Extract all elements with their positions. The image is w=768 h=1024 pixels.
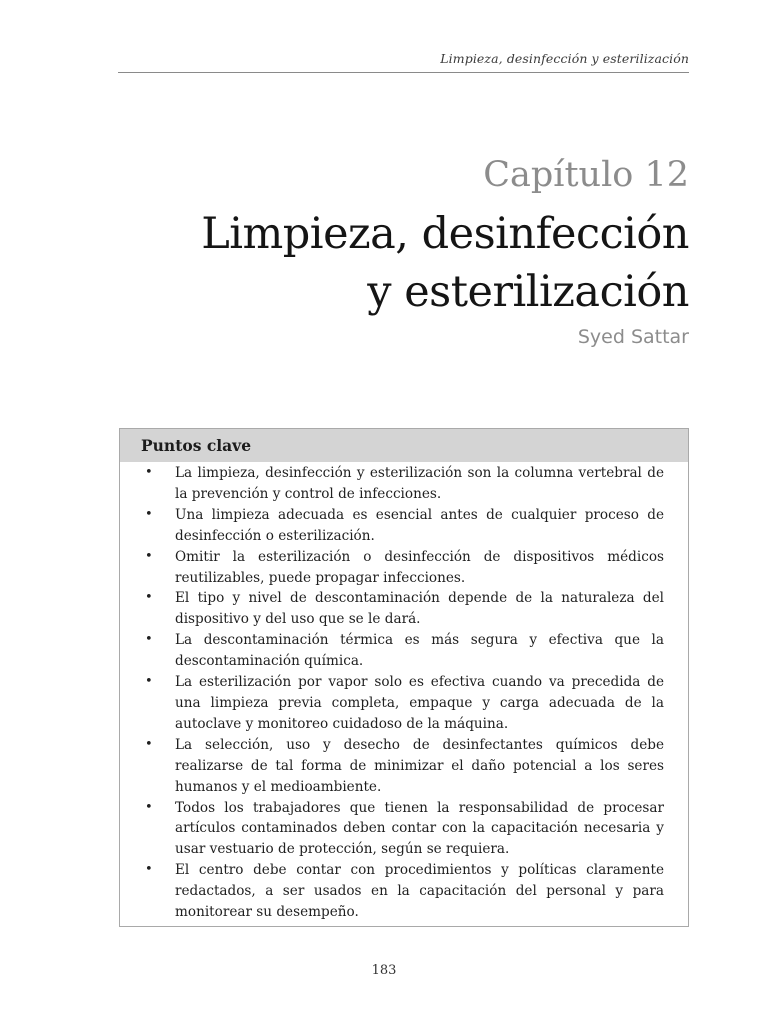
- bullet-icon: •: [145, 465, 153, 480]
- key-points-heading: Puntos clave: [120, 429, 688, 462]
- header-rule: [118, 72, 689, 73]
- bullet-icon: •: [145, 548, 153, 564]
- key-point-item: [142, 547, 664, 589]
- running-header: Limpieza, desinfección y esterilización: [440, 51, 689, 66]
- bullet-icon: •: [145, 590, 153, 606]
- key-point-text: Omitir la esterilización o desinfección de dispositivos médicos reutilizables, puede propagar infecciones.: [175, 548, 664, 586]
- key-point-item: [142, 505, 664, 547]
- key-point-text: La descontaminación térmica es más segura y efectiva que la descontaminación química.: [175, 632, 664, 670]
- key-point-item: [142, 463, 664, 505]
- chapter-label: Capítulo 12: [483, 155, 689, 195]
- key-point-item: [142, 798, 664, 861]
- key-points-box: [119, 428, 689, 927]
- key-point-text: El centro debe contar con procedimientos y políticas claramente redactados, a ser usados en la capacitación del personal y para monitorear su desempeño.: [175, 862, 664, 921]
- key-point-text: La esterilización por vapor solo es efectiva cuando va precedida de una limpieza previa completa, empaque y carga adecuada de la autoclave y monitoreo cuidadoso de la máquina.: [175, 674, 664, 732]
- page-number: 183: [371, 963, 397, 978]
- key-point-text: La selección, uso y desecho de desinfectantes químicos debe realizarse de tal forma de minimizar el daño potencial a los seres humanos y el medioambiente.: [175, 736, 664, 795]
- key-point-item: [142, 630, 664, 672]
- chapter-title-line-1: Limpieza, desinfección: [201, 209, 689, 259]
- bullet-icon: •: [145, 799, 153, 815]
- bullet-icon: •: [145, 736, 153, 752]
- bullet-icon: •: [145, 506, 153, 522]
- bullet-icon: •: [145, 862, 153, 878]
- chapter-title: [60, 205, 689, 321]
- key-point-item: [142, 672, 664, 735]
- key-point-text: El tipo y nivel de descontaminación depende de la naturaleza del dispositivo y del uso que se le dará.: [175, 590, 664, 628]
- key-point-item: [142, 588, 664, 630]
- key-point-item: [142, 735, 664, 798]
- chapter-title-line-2: y esterilización: [367, 267, 689, 317]
- bullet-icon: •: [145, 674, 153, 690]
- key-point-text: La limpieza, desinfección y esterilización son la columna vertebral de la prevención y control de infecciones.: [175, 465, 664, 502]
- key-point-text: Una limpieza adecuada es esencial antes de cualquier proceso de desinfección o esterilización.: [175, 506, 664, 544]
- chapter-author: Syed Sattar: [577, 326, 689, 348]
- key-point-item: [142, 860, 664, 923]
- key-points-list: [120, 462, 688, 923]
- bullet-icon: •: [145, 632, 153, 648]
- key-point-text: Todos los trabajadores que tienen la responsabilidad de procesar artículos contaminados deben contar con la capacitación necesaria y usar vestuario de protección, según se requiera.: [175, 799, 664, 858]
